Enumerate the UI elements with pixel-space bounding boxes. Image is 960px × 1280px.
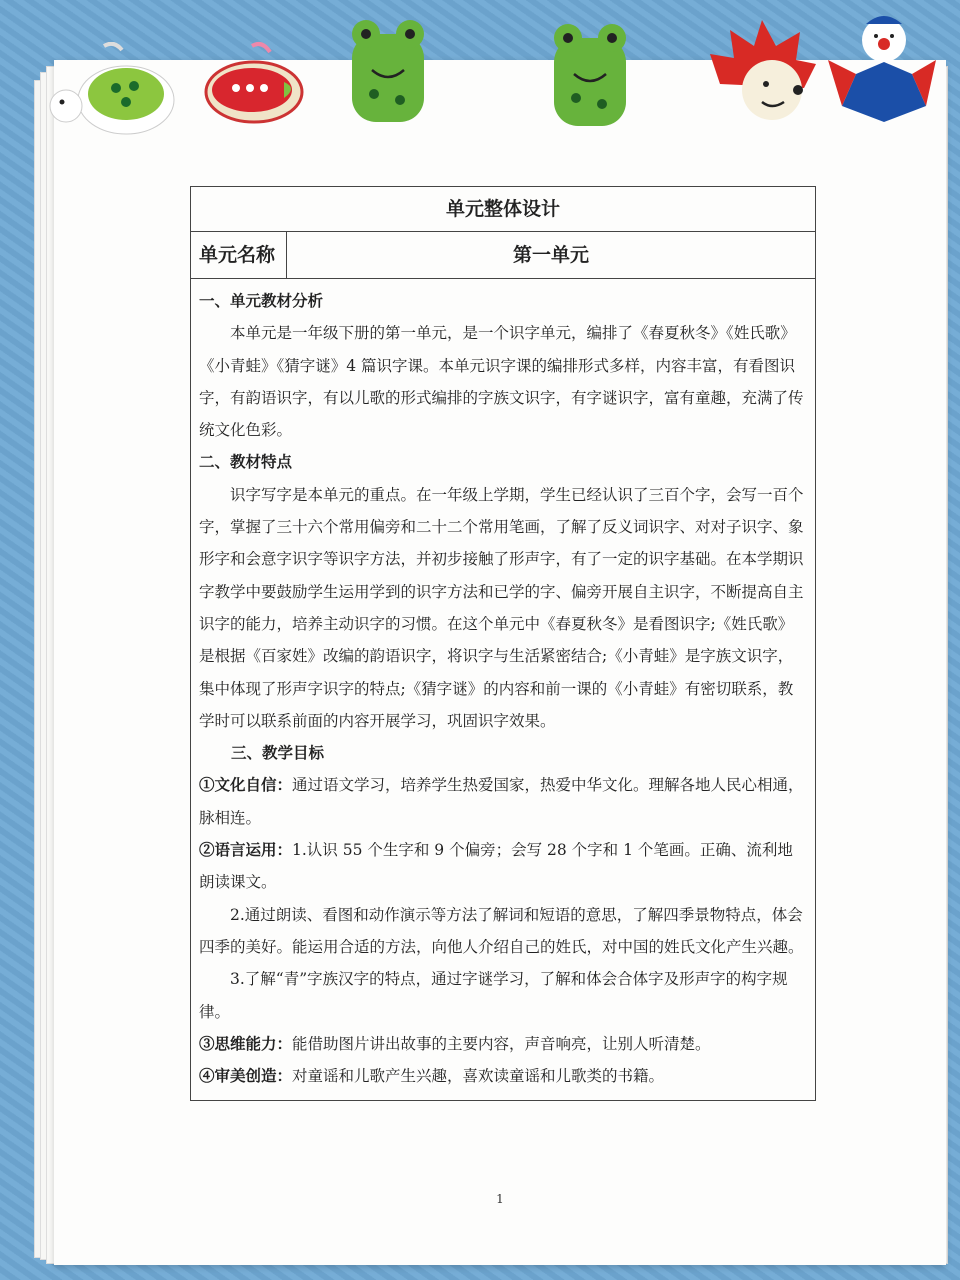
goal-item — [199, 769, 807, 834]
frog-clip-icon — [344, 14, 434, 128]
goal-label: ④审美创造： — [199, 1066, 293, 1086]
goal-text: 1.认识 55 个生字和 9 个偏旁；会写 28 个字和 1 个笔画。正确、流利地朗读课文。 — [199, 841, 793, 892]
unit-name-value: 第一单元 — [512, 244, 589, 266]
goal-item — [199, 1028, 807, 1060]
clown-clip-icon — [826, 10, 938, 126]
unit-design-table — [190, 186, 816, 1101]
section-heading: 三、教学目标 — [231, 743, 325, 763]
goal-label: ①文化自信： — [199, 775, 293, 795]
section-body: 识字写字是本单元的重点。在一年级上学期，学生已经认识了三百个字，会写一百个字，掌握了三十六个常用偏旁和二十二个常用笔画，了解了反义词识字、对对子识字、象形字和会意字识字等识字方法，并初步接触了形声字，有了一定的识字基础。在本学期识字教学中要鼓励学生运用学到的识字方法和已学的字、偏旁开展自主识字，不断提高自主识字的能力，培养主动识字的习惯。在这个单元中《春夏秋冬》是看图识字;《姓氏歌》是根据《百家姓》改编的韵语识字，将识字与生活紧密结合;《小青蛙》是字族文识字，集中体现了形声字识字的特点;《猜字谜》的内容和前一课的《小青蛙》有密切联系，教学时可以联系前面的内容开展学习，巩固识字效果。 — [199, 485, 804, 730]
unit-name-label: 单元名称 — [191, 232, 287, 278]
airplane-clip-icon — [192, 38, 314, 134]
goal-item — [199, 834, 807, 899]
turtle-clip-icon — [44, 42, 186, 142]
table-content — [191, 279, 815, 1100]
page-number: 1 — [496, 1192, 504, 1206]
hedgehog-clip-icon — [700, 14, 820, 126]
goal-item — [199, 1060, 807, 1092]
unit-name-row — [191, 232, 815, 279]
frog-clip-icon — [546, 18, 636, 132]
table-title: 单元整体设计 — [191, 187, 815, 232]
goal-label: ②语言运用： — [199, 840, 293, 860]
goal-text: 对童谣和儿歌产生兴趣，喜欢读童谣和儿歌类的书籍。 — [292, 1067, 665, 1086]
goal-subitem: 2.通过朗读、看图和动作演示等方法了解词和短语的意思，了解四季景物特点，体会四季的美好。能运用合适的方法，向他人介绍自己的姓氏，对中国的姓氏文化产生兴趣。 — [199, 905, 804, 956]
section-heading: 二、教材特点 — [199, 452, 293, 472]
goal-text: 通过语文学习，培养学生热爱国家，热爱中华文化。理解各地人民心相通，脉相连。 — [199, 776, 804, 827]
section-heading: 一、单元教材分析 — [199, 291, 324, 310]
goal-text: 能借助图片讲出故事的主要内容，声音响亮，让别人听清楚。 — [292, 1034, 711, 1053]
goal-label: ③思维能力： — [199, 1033, 293, 1053]
section-body: 本单元是一年级下册的第一单元，是一个识字单元，编排了《春夏秋冬》《姓氏歌》《小青蛙》《猜字谜》4 篇识字课。本单元识字课的编排形式多样，内容丰富，有看图识字，有韵语识字，有以儿歌的形式编排的字族文识字，有字谜识字，富有童趣，充满了传统文化色彩。 — [199, 324, 804, 440]
goal-subitem: 3.了解“青”字族汉字的特点，通过字谜学习，了解和体会合体字及形声字的构字规律。 — [199, 970, 788, 1021]
